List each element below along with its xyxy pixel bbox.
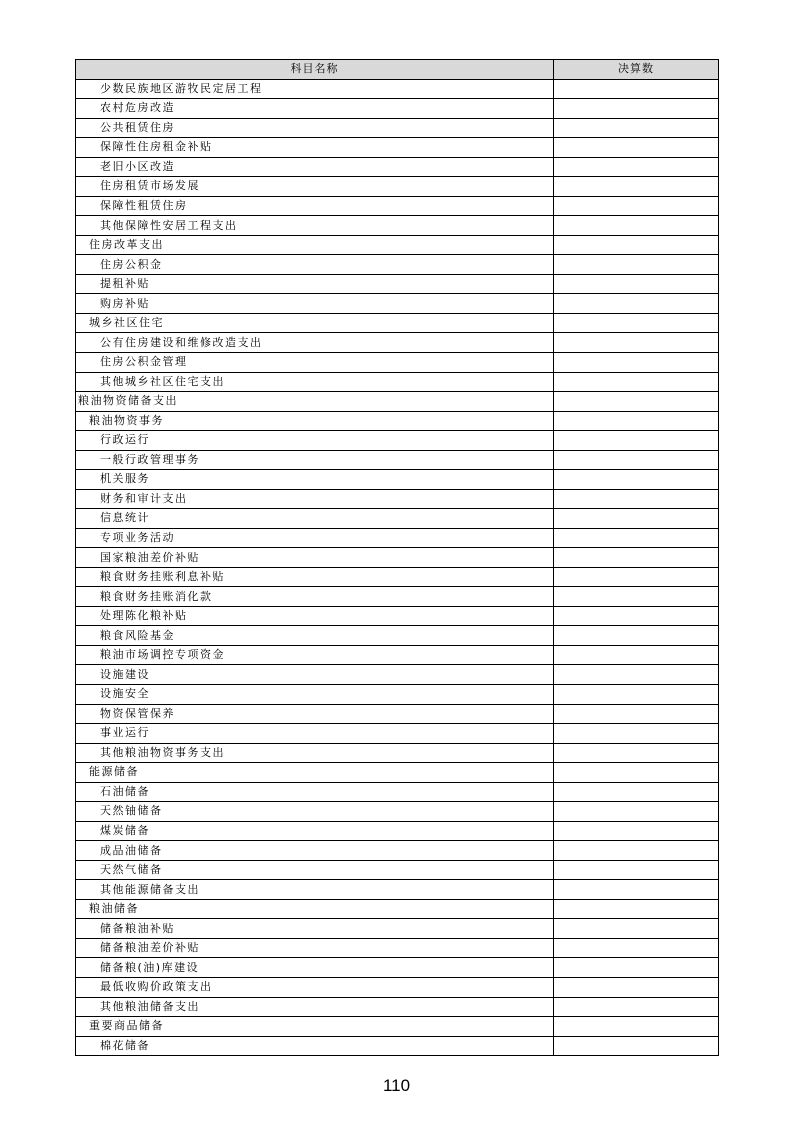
table-row — [76, 274, 719, 294]
table-row — [76, 138, 719, 158]
subject-name-cell: 住房租赁市场发展 — [76, 177, 554, 197]
header-subject-name: 科目名称 — [76, 60, 554, 80]
table-row — [76, 567, 719, 587]
final-amount-cell — [554, 958, 719, 978]
table-row — [76, 1036, 719, 1056]
table-row — [76, 177, 719, 197]
subject-name-cell: 设施建设 — [76, 665, 554, 685]
table-row — [76, 392, 719, 412]
final-amount-cell — [554, 763, 719, 783]
budget-table — [75, 59, 719, 1056]
subject-name-cell: 处理陈化粮补贴 — [76, 606, 554, 626]
table-row — [76, 626, 719, 646]
subject-name-cell: 煤炭储备 — [76, 821, 554, 841]
subject-name-cell: 设施安全 — [76, 685, 554, 705]
final-amount-cell — [554, 919, 719, 939]
subject-name-cell: 棉花储备 — [76, 1036, 554, 1056]
subject-name-cell: 储备粮(油)库建设 — [76, 958, 554, 978]
final-amount-cell — [554, 352, 719, 372]
final-amount-cell — [554, 313, 719, 333]
table-row — [76, 79, 719, 99]
table-row — [76, 157, 719, 177]
subject-name-cell: 公有住房建设和维修改造支出 — [76, 333, 554, 353]
table-row — [76, 99, 719, 119]
subject-name-cell: 其他城乡社区住宅支出 — [76, 372, 554, 392]
subject-name-cell: 老旧小区改造 — [76, 157, 554, 177]
table-row — [76, 216, 719, 236]
table-row — [76, 997, 719, 1017]
final-amount-cell — [554, 899, 719, 919]
table-row — [76, 860, 719, 880]
subject-name-cell: 住房改革支出 — [76, 235, 554, 255]
final-amount-cell — [554, 372, 719, 392]
table-row — [76, 606, 719, 626]
table-row — [76, 509, 719, 529]
subject-name-cell: 储备粮油补贴 — [76, 919, 554, 939]
subject-name-cell: 粮油储备 — [76, 899, 554, 919]
subject-name-cell: 物资保管保养 — [76, 704, 554, 724]
final-amount-cell — [554, 528, 719, 548]
table-row — [76, 919, 719, 939]
table-row — [76, 118, 719, 138]
table-row — [76, 470, 719, 490]
table-row — [76, 489, 719, 509]
table-row — [76, 431, 719, 451]
subject-name-cell: 城乡社区住宅 — [76, 313, 554, 333]
subject-name-cell: 公共租赁住房 — [76, 118, 554, 138]
table-row — [76, 411, 719, 431]
table-row — [76, 821, 719, 841]
table-row — [76, 548, 719, 568]
subject-name-cell: 重要商品储备 — [76, 1017, 554, 1037]
table-row — [76, 899, 719, 919]
table-row — [76, 802, 719, 822]
subject-name-cell: 最低收购价政策支出 — [76, 977, 554, 997]
final-amount-cell — [554, 177, 719, 197]
table-body — [76, 79, 719, 1056]
table-row — [76, 1017, 719, 1037]
final-amount-cell — [554, 255, 719, 275]
final-amount-cell — [554, 294, 719, 314]
final-amount-cell — [554, 821, 719, 841]
subject-name-cell: 粮油市场调控专项资金 — [76, 645, 554, 665]
table-row — [76, 763, 719, 783]
subject-name-cell: 天然气储备 — [76, 860, 554, 880]
final-amount-cell — [554, 99, 719, 119]
subject-name-cell: 储备粮油差价补贴 — [76, 938, 554, 958]
table-row — [76, 724, 719, 744]
table-row — [76, 255, 719, 275]
final-amount-cell — [554, 743, 719, 763]
subject-name-cell: 其他能源储备支出 — [76, 880, 554, 900]
final-amount-cell — [554, 1017, 719, 1037]
subject-name-cell: 信息统计 — [76, 509, 554, 529]
final-amount-cell — [554, 645, 719, 665]
table-row — [76, 782, 719, 802]
table-row — [76, 743, 719, 763]
final-amount-cell — [554, 802, 719, 822]
subject-name-cell: 国家粮油差价补贴 — [76, 548, 554, 568]
subject-name-cell: 石油储备 — [76, 782, 554, 802]
final-amount-cell — [554, 118, 719, 138]
final-amount-cell — [554, 235, 719, 255]
table-row — [76, 587, 719, 607]
subject-name-cell: 能源储备 — [76, 763, 554, 783]
final-amount-cell — [554, 704, 719, 724]
subject-name-cell: 其他粮油物资事务支出 — [76, 743, 554, 763]
final-amount-cell — [554, 626, 719, 646]
final-amount-cell — [554, 548, 719, 568]
final-amount-cell — [554, 489, 719, 509]
final-amount-cell — [554, 938, 719, 958]
final-amount-cell — [554, 196, 719, 216]
table-row — [76, 450, 719, 470]
header-final-amount: 决算数 — [554, 60, 719, 80]
final-amount-cell — [554, 216, 719, 236]
table-row — [76, 352, 719, 372]
final-amount-cell — [554, 333, 719, 353]
table-row — [76, 958, 719, 978]
subject-name-cell: 其他保障性安居工程支出 — [76, 216, 554, 236]
subject-name-cell: 一般行政管理事务 — [76, 450, 554, 470]
page-number: 110 — [382, 1076, 411, 1095]
subject-name-cell: 少数民族地区游牧民定居工程 — [76, 79, 554, 99]
subject-name-cell: 粮食财务挂账消化款 — [76, 587, 554, 607]
subject-name-cell: 机关服务 — [76, 470, 554, 490]
table-row — [76, 372, 719, 392]
subject-name-cell: 农村危房改造 — [76, 99, 554, 119]
final-amount-cell — [554, 665, 719, 685]
table-row — [76, 685, 719, 705]
table-header-row — [76, 60, 719, 80]
table-row — [76, 665, 719, 685]
final-amount-cell — [554, 685, 719, 705]
final-amount-cell — [554, 782, 719, 802]
table-row — [76, 235, 719, 255]
subject-name-cell: 购房补贴 — [76, 294, 554, 314]
final-amount-cell — [554, 977, 719, 997]
final-amount-cell — [554, 411, 719, 431]
final-amount-cell — [554, 606, 719, 626]
table-row — [76, 196, 719, 216]
final-amount-cell — [554, 997, 719, 1017]
subject-name-cell: 粮食风险基金 — [76, 626, 554, 646]
final-amount-cell — [554, 470, 719, 490]
subject-name-cell: 保障性住房租金补贴 — [76, 138, 554, 158]
subject-name-cell: 住房公积金管理 — [76, 352, 554, 372]
table-row — [76, 313, 719, 333]
subject-name-cell: 天然铀储备 — [76, 802, 554, 822]
final-amount-cell — [554, 157, 719, 177]
final-amount-cell — [554, 274, 719, 294]
table-row — [76, 704, 719, 724]
table-row — [76, 880, 719, 900]
final-amount-cell — [554, 860, 719, 880]
final-amount-cell — [554, 880, 719, 900]
table-row — [76, 645, 719, 665]
final-amount-cell — [554, 587, 719, 607]
subject-name-cell: 提租补贴 — [76, 274, 554, 294]
final-amount-cell — [554, 567, 719, 587]
final-amount-cell — [554, 724, 719, 744]
subject-name-cell: 专项业务活动 — [76, 528, 554, 548]
final-amount-cell — [554, 392, 719, 412]
table-row — [76, 938, 719, 958]
final-amount-cell — [554, 450, 719, 470]
subject-name-cell: 其他粮油储备支出 — [76, 997, 554, 1017]
subject-name-cell: 事业运行 — [76, 724, 554, 744]
subject-name-cell: 财务和审计支出 — [76, 489, 554, 509]
table-row — [76, 528, 719, 548]
subject-name-cell: 粮油物资事务 — [76, 411, 554, 431]
final-amount-cell — [554, 509, 719, 529]
table-row — [76, 294, 719, 314]
subject-name-cell: 住房公积金 — [76, 255, 554, 275]
subject-name-cell: 粮食财务挂账利息补贴 — [76, 567, 554, 587]
final-amount-cell — [554, 841, 719, 861]
table-row — [76, 977, 719, 997]
table-row — [76, 333, 719, 353]
final-amount-cell — [554, 431, 719, 451]
subject-name-cell: 成品油储备 — [76, 841, 554, 861]
subject-name-cell: 行政运行 — [76, 431, 554, 451]
final-amount-cell — [554, 1036, 719, 1056]
final-amount-cell — [554, 138, 719, 158]
subject-name-cell: 粮油物资储备支出 — [76, 392, 554, 412]
subject-name-cell: 保障性租赁住房 — [76, 196, 554, 216]
table-row — [76, 841, 719, 861]
final-amount-cell — [554, 79, 719, 99]
